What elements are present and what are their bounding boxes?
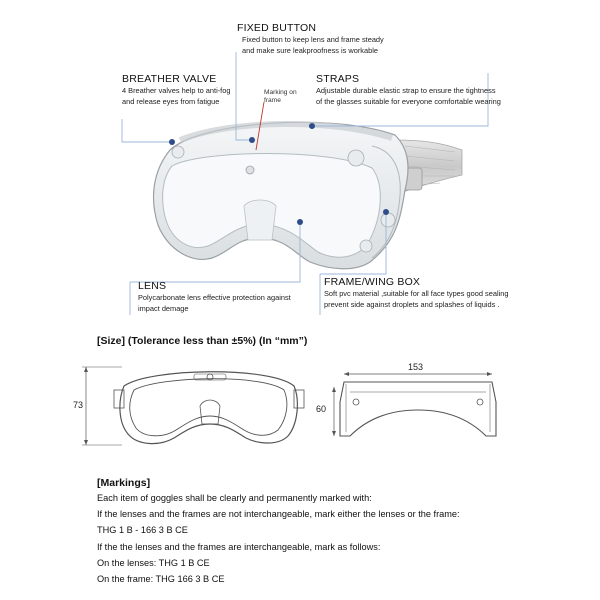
fixed-button-dot [249, 137, 255, 143]
straps-dot [309, 123, 315, 129]
markings-line: On the frame: THG 166 3 B CE [97, 574, 225, 585]
straps-title: STRAPS [316, 73, 360, 85]
breather-valve-desc-line: and release eyes from fatigue [122, 96, 220, 106]
size-section-title: [Size] (Tolerance less than ±5%) (In “mm”) [97, 335, 308, 347]
depth-dimension-label: 60 [316, 404, 327, 414]
lens-dot [297, 219, 303, 225]
lens-desc [138, 293, 291, 314]
breather-callout-line [122, 119, 170, 142]
frame-wing-box-title: FRAME/WING BOX [324, 276, 421, 288]
markings-line: THG 1 B - 166 3 B CE [97, 525, 188, 536]
breather-valve-title: BREATHER VALVE [122, 73, 217, 85]
markings-line: On the lenses: THG 1 B CE [97, 557, 210, 568]
frame-dot [383, 209, 389, 215]
frame-wing-box-desc [324, 289, 508, 310]
fixed-button-desc-line: Fixed button to keep lens and frame steady [242, 35, 384, 44]
height-dimension-label: 73 [73, 400, 84, 410]
width-dimension-label: 153 [408, 362, 424, 372]
straps-desc [316, 86, 501, 107]
marking-on-frame-label [264, 89, 297, 104]
goggle-body [154, 122, 408, 269]
lens-desc-line: Polycarbonate lens effective protection against [138, 293, 291, 302]
straps-desc-line: Adjustable durable elastic strap to ensure the tightness [316, 86, 496, 95]
frame-wing-box-desc-line: prevent side against droplets and splashes of liquids . [324, 299, 500, 309]
breather-valve-desc [122, 86, 230, 107]
markings-text-block [97, 490, 460, 587]
lens-title: LENS [138, 280, 167, 292]
lens-desc-line: impact demage [138, 303, 189, 313]
fixed-button-desc [242, 35, 384, 56]
straps-desc-line: of the glasses suitable for everyone comfortable wearing [316, 96, 501, 106]
fixed-button-title: FIXED BUTTON [237, 22, 317, 34]
top-view-drawing [332, 372, 496, 436]
marking-label-line: Marking on [264, 89, 297, 96]
markings-section-title: [Markings] [97, 477, 151, 489]
marking-label-line: frame [264, 96, 281, 104]
fixed-button-desc-line: and make sure leakproofness is workable [242, 45, 378, 55]
markings-line: If the the lenses and the frames are interchangeable, mark as follows: [97, 541, 381, 552]
breather-valve-desc-line: 4 Breather valves help to anti-fog [122, 86, 231, 95]
markings-line: If the lenses and the frames are not interchangeable, mark either the lenses or the frame: [97, 509, 460, 520]
breather-dot [169, 139, 175, 145]
front-view-drawing [82, 367, 304, 445]
frame-wing-box-desc-line: Soft pvc material ,suitable for all face types good sealing [324, 289, 509, 298]
markings-line: Each item of goggles shall be clearly and permanently marked with: [97, 493, 372, 503]
